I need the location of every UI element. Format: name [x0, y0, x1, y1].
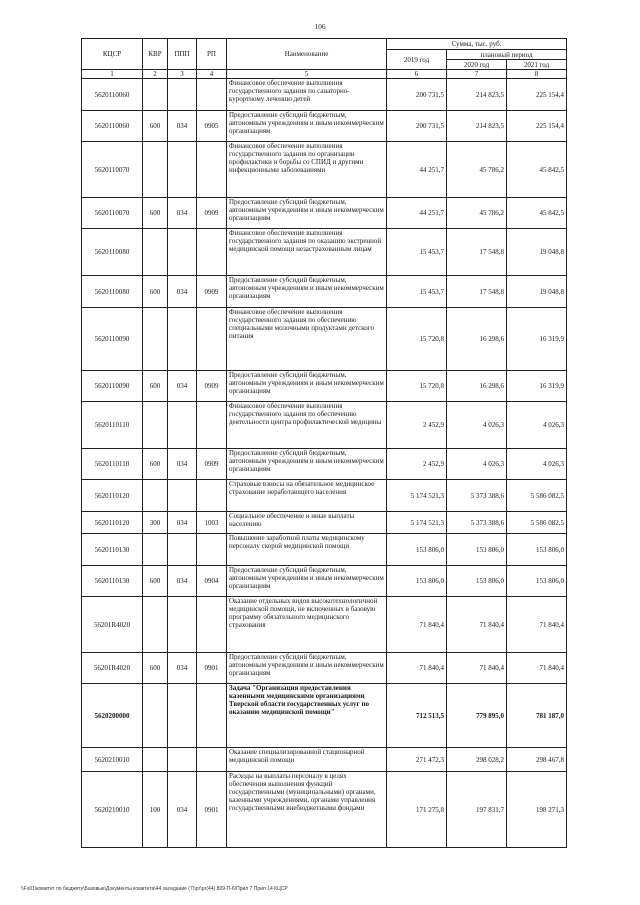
- cell-rp: 0909: [197, 371, 227, 402]
- cell-ppp: [168, 597, 197, 653]
- cell-ppp: [168, 748, 197, 772]
- cell-kvr: [143, 597, 168, 653]
- cell-kcsr: 5620110070: [82, 198, 143, 229]
- header-name: Наименование: [227, 39, 387, 70]
- cell-value-2021: 45 842,5: [507, 142, 567, 198]
- cell-kcsr: 5620110080: [82, 229, 143, 276]
- cell-value-2019: 200 731,5: [387, 79, 447, 111]
- cell-name: Расходы на выплаты персоналу в целях обеспечения выполнения функций государственными (муниципальными) органами, казенными учреждениями, органами управления государственными внебюджетными фондами: [227, 772, 387, 848]
- header-kvr: КВР: [143, 39, 168, 70]
- table-row: [82, 308, 567, 371]
- cell-value-2019: 153 806,0: [387, 566, 447, 597]
- cell-value-2019: 44 251,7: [387, 142, 447, 198]
- column-number: 2: [143, 70, 168, 79]
- cell-rp: 0905: [197, 111, 227, 142]
- cell-kvr: [143, 480, 168, 512]
- budget-table: [81, 38, 567, 848]
- cell-kcsr: 5620210010: [82, 772, 143, 848]
- cell-value-2020: 17 548,8: [447, 276, 507, 308]
- header-ppp: ППП: [168, 39, 197, 70]
- cell-value-2021: 19 048,8: [507, 229, 567, 276]
- cell-rp: 0909: [197, 198, 227, 229]
- cell-kcsr: 5620200000: [82, 684, 143, 748]
- cell-value-2021: 298 467,8: [507, 748, 567, 772]
- header-year-2020: 2020 год: [447, 60, 507, 70]
- cell-value-2020: 5 373 388,6: [447, 512, 507, 534]
- cell-kcsr: 5620110090: [82, 371, 143, 402]
- cell-ppp: 034: [168, 566, 197, 597]
- cell-value-2021: 71 840,4: [507, 653, 567, 684]
- cell-value-2021: 5 586 082,5: [507, 512, 567, 534]
- cell-rp: [197, 308, 227, 371]
- cell-name: Финансовое обеспечение выполнения государственного задания по обеспечению деятельности центра профилактической медицины: [227, 402, 387, 449]
- cell-value-2019: 171 275,8: [387, 772, 447, 848]
- cell-rp: [197, 402, 227, 449]
- cell-ppp: 034: [168, 653, 197, 684]
- cell-value-2021: 71 840,4: [507, 597, 567, 653]
- cell-kvr: 300: [143, 512, 168, 534]
- cell-kvr: 600: [143, 371, 168, 402]
- cell-name: Финансовое обеспечение выполнения государственного задания по обеспечению специальными молочными продуктами детского питания: [227, 308, 387, 371]
- cell-value-2019: 15 720,8: [387, 308, 447, 371]
- cell-ppp: [168, 534, 197, 566]
- cell-value-2021: 225 154,4: [507, 79, 567, 111]
- cell-rp: [197, 79, 227, 111]
- cell-name: Оказание специализированной стационарной медицинской помощи: [227, 748, 387, 772]
- cell-kcsr: 5620110070: [82, 142, 143, 198]
- cell-ppp: 034: [168, 276, 197, 308]
- cell-value-2020: 298 028,2: [447, 748, 507, 772]
- cell-kcsr: 5620110060: [82, 79, 143, 111]
- cell-value-2020: 16 298,6: [447, 308, 507, 371]
- header-planned-period: плановый период: [447, 50, 567, 60]
- cell-name: Предоставление субсидий бюджетным, автономным учреждениям и иным некоммерческим организациям: [227, 449, 387, 480]
- table-row: [82, 276, 567, 308]
- cell-rp: [197, 480, 227, 512]
- cell-kcsr: 5620110130: [82, 534, 143, 566]
- cell-value-2019: 71 840,4: [387, 597, 447, 653]
- cell-value-2019: 15 453,7: [387, 229, 447, 276]
- cell-rp: 0909: [197, 276, 227, 308]
- cell-rp: 0901: [197, 653, 227, 684]
- cell-name: Предоставление субсидий бюджетным, автономным учреждениям и иным некоммерческим организациям: [227, 371, 387, 402]
- cell-kvr: 600: [143, 198, 168, 229]
- cell-value-2021: 45 842,5: [507, 198, 567, 229]
- cell-value-2021: 153 806,0: [507, 566, 567, 597]
- cell-value-2020: 4 026,3: [447, 449, 507, 480]
- cell-value-2019: 5 174 521,3: [387, 480, 447, 512]
- cell-value-2021: 4 026,3: [507, 449, 567, 480]
- cell-ppp: [168, 229, 197, 276]
- cell-name: Финансовое обеспечение выполнения государственного задания по санаторно-курортному лечению детей: [227, 79, 387, 111]
- cell-ppp: 034: [168, 512, 197, 534]
- cell-kvr: [143, 534, 168, 566]
- cell-value-2020: 16 298,6: [447, 371, 507, 402]
- cell-rp: 0909: [197, 449, 227, 480]
- cell-value-2020: 153 806,0: [447, 534, 507, 566]
- column-number: 1: [82, 70, 143, 79]
- table-row: [82, 748, 567, 772]
- cell-value-2019: 2 452,9: [387, 449, 447, 480]
- cell-rp: [197, 684, 227, 748]
- cell-value-2019: 44 251,7: [387, 198, 447, 229]
- table-row: [82, 229, 567, 276]
- table-row: [82, 449, 567, 480]
- column-number: 7: [447, 70, 507, 79]
- cell-value-2020: 4 026,3: [447, 402, 507, 449]
- cell-name: Предоставление субсидий бюджетным, автономным учреждениям и иным некоммерческим организациям: [227, 566, 387, 597]
- table-row: [82, 534, 567, 566]
- cell-kcsr: 5620110060: [82, 111, 143, 142]
- cell-ppp: [168, 308, 197, 371]
- cell-ppp: 034: [168, 449, 197, 480]
- table-row: [82, 480, 567, 512]
- cell-value-2021: 16 319,9: [507, 371, 567, 402]
- cell-value-2019: 271 472,3: [387, 748, 447, 772]
- cell-value-2020: 45 786,2: [447, 142, 507, 198]
- cell-value-2020: 214 823,5: [447, 79, 507, 111]
- cell-ppp: 034: [168, 111, 197, 142]
- cell-name: Предоставление субсидий бюджетным, автономным учреждениям и иным некоммерческим организациям: [227, 198, 387, 229]
- table-row: [82, 653, 567, 684]
- table-row: [82, 79, 567, 111]
- cell-name: Повышение заработной платы медицинскому персоналу скорой медицинской помощи: [227, 534, 387, 566]
- cell-name: Предоставление субсидий бюджетным, автономным учреждениям и иным некоммерческим организациям: [227, 653, 387, 684]
- cell-ppp: [168, 79, 197, 111]
- cell-kcsr: 5620110110: [82, 449, 143, 480]
- cell-kcsr: 5620110090: [82, 308, 143, 371]
- cell-value-2020: 779 895,0: [447, 684, 507, 748]
- cell-kvr: 100: [143, 772, 168, 848]
- table-row: [82, 684, 567, 748]
- cell-value-2019: 15 720,8: [387, 371, 447, 402]
- cell-kcsr: 5620110110: [82, 402, 143, 449]
- table-row: [82, 597, 567, 653]
- cell-kcsr: 5620110130: [82, 566, 143, 597]
- cell-kvr: [143, 748, 168, 772]
- cell-name: Социальное обеспечение и иные выплаты населению: [227, 512, 387, 534]
- cell-value-2020: 71 840,4: [447, 653, 507, 684]
- cell-kvr: [143, 684, 168, 748]
- column-number: 3: [168, 70, 197, 79]
- cell-kvr: 600: [143, 566, 168, 597]
- cell-rp: [197, 597, 227, 653]
- cell-value-2021: 4 026,3: [507, 402, 567, 449]
- cell-kcsr: 5620210010: [82, 748, 143, 772]
- table-row: [82, 111, 567, 142]
- column-number: 6: [387, 70, 447, 79]
- cell-value-2020: 214 823,5: [447, 111, 507, 142]
- cell-value-2019: 153 806,0: [387, 534, 447, 566]
- header-kcsr: КЦСР: [82, 39, 143, 70]
- cell-kcsr: 56201R4020: [82, 597, 143, 653]
- cell-value-2021: 198 271,3: [507, 772, 567, 848]
- cell-value-2019: 71 840,4: [387, 653, 447, 684]
- cell-kvr: [143, 229, 168, 276]
- cell-name: Финансовое обеспечение выполнения государственного задания по организации профилактики и борьбы со СПИД и другими инфекционными заболеваниями: [227, 142, 387, 198]
- column-number: 5: [227, 70, 387, 79]
- cell-rp: [197, 534, 227, 566]
- column-numbers-row: [82, 70, 567, 79]
- cell-ppp: [168, 480, 197, 512]
- cell-ppp: [168, 142, 197, 198]
- cell-name: Предоставление субсидий бюджетным, автономным учреждениям и иным некоммерческим организациям: [227, 111, 387, 142]
- cell-value-2020: 17 548,8: [447, 229, 507, 276]
- cell-rp: 1003: [197, 512, 227, 534]
- cell-value-2020: 71 840,4: [447, 597, 507, 653]
- cell-kcsr: 5620110120: [82, 480, 143, 512]
- cell-kvr: 600: [143, 111, 168, 142]
- cell-value-2021: 16 319,9: [507, 308, 567, 371]
- cell-value-2020: 197 831,7: [447, 772, 507, 848]
- cell-name: Задача "Организация предоставления казенными медицинскими организациями Тверской области государственных услуг по оказанию медицинской помощи": [227, 684, 387, 748]
- cell-value-2020: 45 786,2: [447, 198, 507, 229]
- cell-kcsr: 5620110120: [82, 512, 143, 534]
- cell-ppp: [168, 684, 197, 748]
- column-number: 4: [197, 70, 227, 79]
- cell-rp: 0901: [197, 772, 227, 848]
- cell-ppp: 034: [168, 371, 197, 402]
- cell-kvr: 600: [143, 653, 168, 684]
- cell-value-2020: 5 373 388,6: [447, 480, 507, 512]
- cell-value-2019: 15 453,7: [387, 276, 447, 308]
- cell-name: Страховые взносы на обязательное медицинское страхование неработающего населения: [227, 480, 387, 512]
- cell-value-2021: 153 806,0: [507, 534, 567, 566]
- cell-value-2019: 712 513,5: [387, 684, 447, 748]
- cell-kvr: [143, 402, 168, 449]
- cell-rp: [197, 229, 227, 276]
- file-path-footer: \\Fs01\комитет по бюджету\Базовые\Документы комитета\44 заседание (7)\рг\рг(44) 809-П-6\Прил 7 Прил 14 КЦСР: [21, 886, 288, 892]
- cell-kcsr: 56201R4020: [82, 653, 143, 684]
- cell-value-2019: 5 174 521,3: [387, 512, 447, 534]
- cell-ppp: 034: [168, 198, 197, 229]
- cell-value-2021: 225 154,4: [507, 111, 567, 142]
- table-row: [82, 198, 567, 229]
- cell-rp: 0904: [197, 566, 227, 597]
- header-sum: Сумма, тыс. руб.: [387, 39, 567, 50]
- cell-kvr: [143, 308, 168, 371]
- cell-name: Предоставление субсидий бюджетным, автономным учреждениям и иным некоммерческим организациям: [227, 276, 387, 308]
- cell-kcsr: 5620110080: [82, 276, 143, 308]
- cell-ppp: [168, 402, 197, 449]
- cell-ppp: 034: [168, 772, 197, 848]
- header-year-2019: 2019 год: [387, 50, 447, 70]
- cell-kvr: [143, 142, 168, 198]
- cell-value-2020: 153 806,0: [447, 566, 507, 597]
- cell-rp: [197, 142, 227, 198]
- table-row: [82, 371, 567, 402]
- table-row: [82, 512, 567, 534]
- cell-kvr: 600: [143, 276, 168, 308]
- cell-value-2021: 19 048,8: [507, 276, 567, 308]
- cell-name: Финансовое обеспечение выполнения государственного задания по оказанию экстренной медицинской помощи незастрахованным лицам: [227, 229, 387, 276]
- cell-kvr: 600: [143, 449, 168, 480]
- page-number: 106: [314, 22, 326, 31]
- cell-value-2019: 2 452,9: [387, 402, 447, 449]
- header-year-2021: 2021 год: [507, 60, 567, 70]
- cell-rp: [197, 748, 227, 772]
- cell-value-2019: 200 731,5: [387, 111, 447, 142]
- cell-name: Оказание отдельных видов высокотехнологичной медицинской помощи, не включенных в базовую программу обязательного медицинского страхования: [227, 597, 387, 653]
- table-row: [82, 142, 567, 198]
- cell-kvr: [143, 79, 168, 111]
- header-rp: РП: [197, 39, 227, 70]
- table-row: [82, 402, 567, 449]
- cell-value-2021: 781 187,0: [507, 684, 567, 748]
- column-number: 8: [507, 70, 567, 79]
- table-row: [82, 772, 567, 848]
- cell-value-2021: 5 586 082,5: [507, 480, 567, 512]
- table-row: [82, 566, 567, 597]
